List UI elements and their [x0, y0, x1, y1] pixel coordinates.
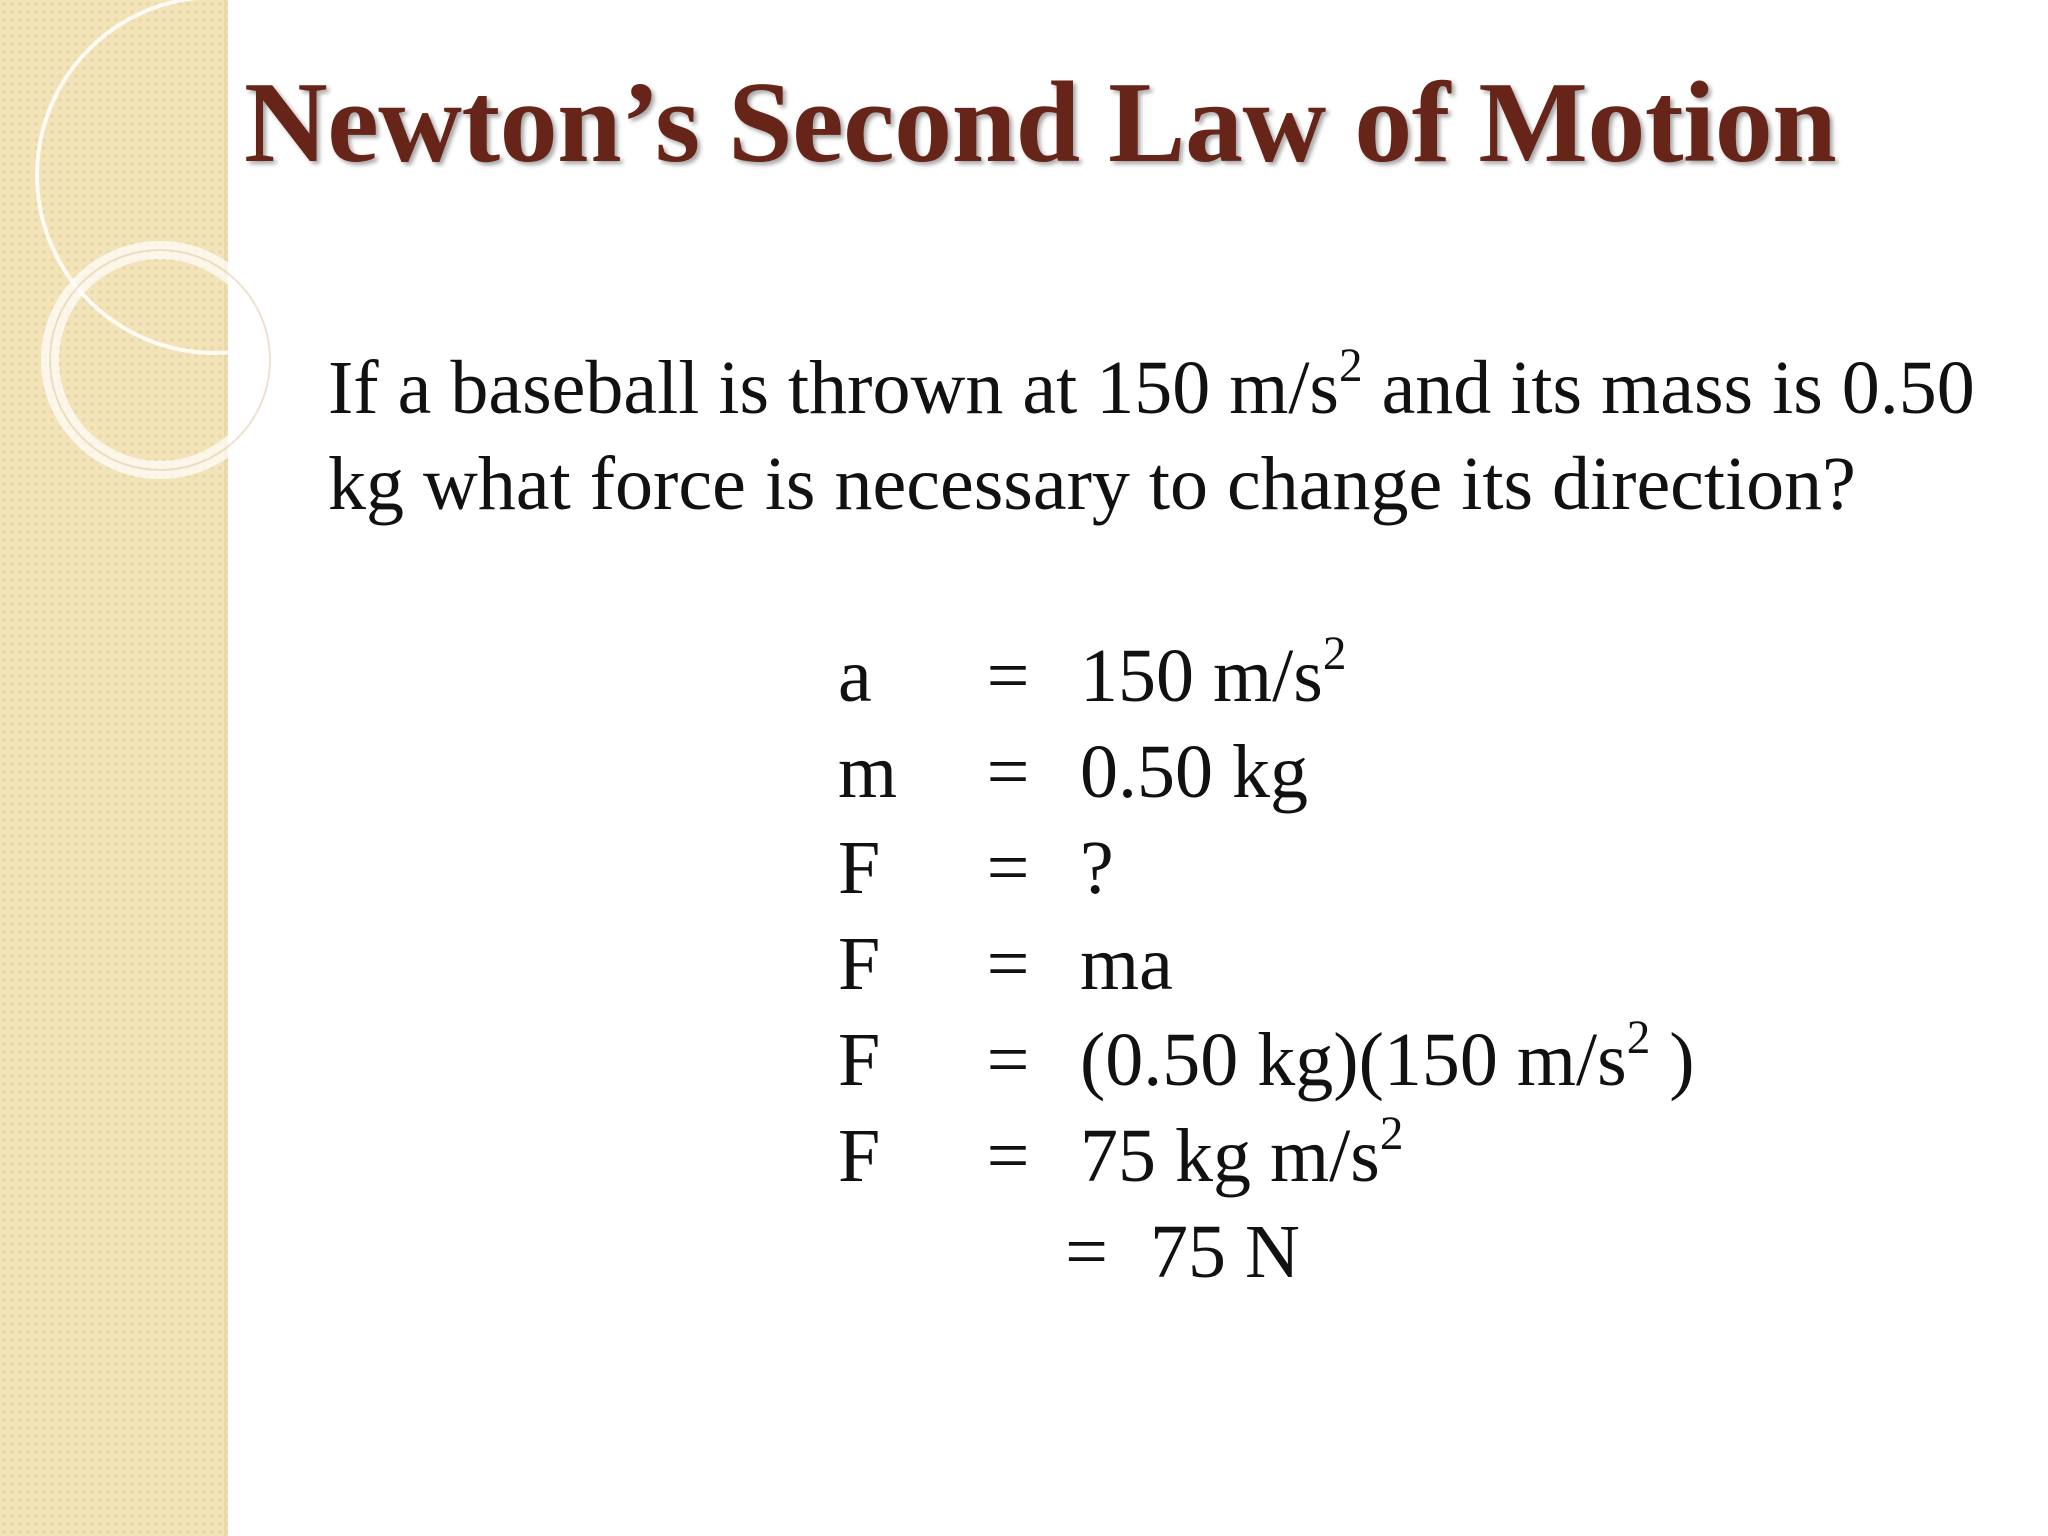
variable-label: m: [838, 730, 898, 814]
final-answer: 75 N: [1150, 1210, 1300, 1294]
value-main: 75 kg m/s: [1080, 1114, 1380, 1198]
value-superscript: 2: [1322, 628, 1347, 681]
small-ring: [50, 250, 270, 470]
variable-label: F: [838, 1114, 881, 1198]
value-tail: ): [1650, 1018, 1695, 1102]
equals-sign: =: [986, 634, 1030, 718]
equals-sign: =: [986, 1018, 1030, 1102]
problem-statement: [328, 340, 1988, 532]
value-superscript: 2: [1626, 1012, 1651, 1065]
variable-label: a: [838, 634, 872, 718]
solution-row-result-units: [838, 1108, 1938, 1204]
equals-sign: =: [986, 826, 1030, 910]
value-main: 150 m/s: [1080, 634, 1323, 718]
equals-sign: =: [986, 730, 1030, 814]
variable-label: F: [838, 1018, 881, 1102]
value-text: [1068, 628, 1346, 724]
solution-row-acceleration: [838, 628, 1938, 724]
value-main: (0.50 kg)(150 m/s: [1080, 1018, 1627, 1102]
equals-sign: =: [986, 1114, 1030, 1198]
variable-label: F: [838, 826, 881, 910]
variable-label: F: [838, 922, 881, 1006]
value-text: ma: [1080, 922, 1173, 1006]
variable-label-empty: [838, 1204, 948, 1300]
solution-row-formula: [838, 916, 1938, 1012]
problem-text-part2: and its mass is 0.50 kg what force is necessary to change its direction?: [328, 346, 1975, 526]
value-text: 0.50 kg: [1080, 730, 1308, 814]
problem-text-part1: If a baseball is thrown at 150 m/s: [328, 346, 1340, 430]
solution-row-final-answer: [838, 1204, 1938, 1300]
slide-title: Newton’s Second Law of Motion: [244, 59, 1837, 187]
solution-row-mass: [838, 724, 1938, 820]
solution-row-force-unknown: [838, 820, 1938, 916]
value-text: ?: [1080, 826, 1114, 910]
solution-row-substitution: [838, 1012, 1938, 1108]
value-text: [1068, 1108, 1403, 1204]
value-text: [1068, 1012, 1695, 1108]
equals-sign: =: [1065, 1210, 1108, 1294]
equals-sign: =: [986, 922, 1030, 1006]
problem-superscript: 2: [1339, 340, 1363, 393]
value-superscript: 2: [1379, 1108, 1404, 1161]
solution-steps: [838, 628, 1938, 1300]
